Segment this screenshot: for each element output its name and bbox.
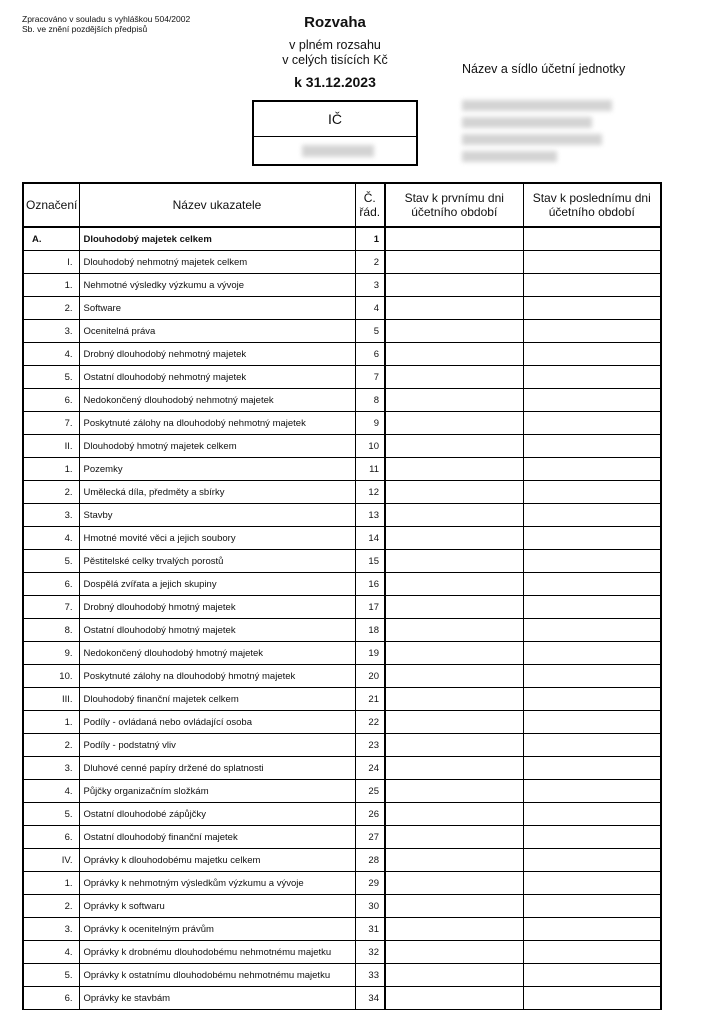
row-start-value bbox=[385, 573, 523, 596]
row-start-value bbox=[385, 895, 523, 918]
row-number: 6 bbox=[355, 343, 385, 366]
row-number: 1 bbox=[355, 227, 385, 251]
row-end-value bbox=[523, 320, 661, 343]
table-row bbox=[23, 596, 661, 619]
row-end-value bbox=[523, 941, 661, 964]
row-code: A. bbox=[23, 227, 79, 251]
row-code: 7. bbox=[23, 596, 79, 619]
row-number: 16 bbox=[355, 573, 385, 596]
row-code: 5. bbox=[23, 366, 79, 389]
row-code: 5. bbox=[23, 964, 79, 987]
row-name: Půjčky organizačním složkám bbox=[79, 780, 355, 803]
row-name: Oprávky k ostatnímu dlouhodobému nehmotnému majetku bbox=[79, 964, 355, 987]
table-row bbox=[23, 227, 661, 251]
row-start-value bbox=[385, 849, 523, 872]
row-number: 28 bbox=[355, 849, 385, 872]
row-end-value bbox=[523, 826, 661, 849]
balance-table bbox=[22, 182, 662, 1010]
row-end-value bbox=[523, 665, 661, 688]
row-code: 2. bbox=[23, 481, 79, 504]
row-end-value bbox=[523, 711, 661, 734]
row-end-value bbox=[523, 688, 661, 711]
table-row bbox=[23, 274, 661, 297]
table-row bbox=[23, 320, 661, 343]
row-code: 3. bbox=[23, 504, 79, 527]
row-number: 29 bbox=[355, 872, 385, 895]
row-code: 3. bbox=[23, 320, 79, 343]
row-start-value bbox=[385, 688, 523, 711]
table-row bbox=[23, 803, 661, 826]
row-end-value bbox=[523, 366, 661, 389]
row-end-value bbox=[523, 343, 661, 366]
table-row bbox=[23, 435, 661, 458]
row-name: Ostatní dlouhodobé zápůjčky bbox=[79, 803, 355, 826]
row-end-value bbox=[523, 642, 661, 665]
row-start-value bbox=[385, 757, 523, 780]
row-start-value bbox=[385, 389, 523, 412]
row-start-value bbox=[385, 343, 523, 366]
row-start-value bbox=[385, 297, 523, 320]
row-start-value bbox=[385, 642, 523, 665]
row-end-value bbox=[523, 734, 661, 757]
row-end-value bbox=[523, 573, 661, 596]
row-name: Dlouhodobý nehmotný majetek celkem bbox=[79, 251, 355, 274]
row-start-value bbox=[385, 251, 523, 274]
row-code: 4. bbox=[23, 527, 79, 550]
row-name: Nehmotné výsledky výzkumu a vývoje bbox=[79, 274, 355, 297]
row-end-value bbox=[523, 803, 661, 826]
row-number: 2 bbox=[355, 251, 385, 274]
table-row bbox=[23, 918, 661, 941]
row-name: Dlouhodobý finanční majetek celkem bbox=[79, 688, 355, 711]
row-code: 4. bbox=[23, 941, 79, 964]
row-name: Pozemky bbox=[79, 458, 355, 481]
row-end-value bbox=[523, 435, 661, 458]
row-number: 4 bbox=[355, 297, 385, 320]
row-start-value bbox=[385, 734, 523, 757]
row-end-value bbox=[523, 780, 661, 803]
row-name: Stavby bbox=[79, 504, 355, 527]
row-code: 7. bbox=[23, 412, 79, 435]
row-start-value bbox=[385, 780, 523, 803]
row-code: 8. bbox=[23, 619, 79, 642]
row-code: 1. bbox=[23, 458, 79, 481]
row-number: 23 bbox=[355, 734, 385, 757]
row-number: 21 bbox=[355, 688, 385, 711]
row-start-value bbox=[385, 964, 523, 987]
row-number: 26 bbox=[355, 803, 385, 826]
header-start-period: Stav k prvnímu dni účetního období bbox=[385, 183, 523, 227]
row-name: Dlouhodobý majetek celkem bbox=[79, 227, 355, 251]
header-code: Označení bbox=[23, 183, 79, 227]
table-row bbox=[23, 458, 661, 481]
row-number: 3 bbox=[355, 274, 385, 297]
row-code: 6. bbox=[23, 573, 79, 596]
row-name: Drobný dlouhodobý nehmotný majetek bbox=[79, 343, 355, 366]
row-number: 5 bbox=[355, 320, 385, 343]
row-code: IV. bbox=[23, 849, 79, 872]
row-name: Oprávky ke stavbám bbox=[79, 987, 355, 1010]
table-row bbox=[23, 481, 661, 504]
ic-label: IČ bbox=[254, 102, 416, 137]
ic-value-redacted bbox=[302, 145, 374, 157]
row-number: 9 bbox=[355, 412, 385, 435]
table-row bbox=[23, 573, 661, 596]
row-code: 2. bbox=[23, 297, 79, 320]
row-number: 14 bbox=[355, 527, 385, 550]
table-row bbox=[23, 964, 661, 987]
row-number: 12 bbox=[355, 481, 385, 504]
row-end-value bbox=[523, 504, 661, 527]
row-code: III. bbox=[23, 688, 79, 711]
document-date: k 31.12.2023 bbox=[294, 74, 376, 90]
row-number: 11 bbox=[355, 458, 385, 481]
table-row bbox=[23, 412, 661, 435]
row-number: 34 bbox=[355, 987, 385, 1010]
row-name: Oprávky k drobnému dlouhodobému nehmotnému majetku bbox=[79, 941, 355, 964]
document-subtitle-scope: v plném rozsahu bbox=[289, 38, 381, 52]
table-row bbox=[23, 849, 661, 872]
table-row bbox=[23, 389, 661, 412]
row-start-value bbox=[385, 227, 523, 251]
table-row bbox=[23, 251, 661, 274]
row-end-value bbox=[523, 987, 661, 1010]
table-row bbox=[23, 895, 661, 918]
row-number: 24 bbox=[355, 757, 385, 780]
row-end-value bbox=[523, 527, 661, 550]
table-row bbox=[23, 550, 661, 573]
row-start-value bbox=[385, 872, 523, 895]
row-code: 10. bbox=[23, 665, 79, 688]
row-end-value bbox=[523, 964, 661, 987]
row-end-value bbox=[523, 458, 661, 481]
header-row-number: Č. řád. bbox=[355, 183, 385, 227]
table-row bbox=[23, 941, 661, 964]
row-start-value bbox=[385, 366, 523, 389]
row-name: Oprávky k dlouhodobému majetku celkem bbox=[79, 849, 355, 872]
table-row bbox=[23, 527, 661, 550]
row-name: Ostatní dlouhodobý nehmotný majetek bbox=[79, 366, 355, 389]
row-number: 25 bbox=[355, 780, 385, 803]
row-code: 4. bbox=[23, 780, 79, 803]
row-number: 27 bbox=[355, 826, 385, 849]
row-name: Dospělá zvířata a jejich skupiny bbox=[79, 573, 355, 596]
row-end-value bbox=[523, 412, 661, 435]
row-code: II. bbox=[23, 435, 79, 458]
row-start-value bbox=[385, 619, 523, 642]
row-start-value bbox=[385, 596, 523, 619]
row-name: Oprávky k nehmotným výsledkům výzkumu a vývoje bbox=[79, 872, 355, 895]
row-code: 6. bbox=[23, 826, 79, 849]
row-name: Hmotné movité věci a jejich soubory bbox=[79, 527, 355, 550]
row-code: 3. bbox=[23, 757, 79, 780]
header-end-period: Stav k poslednímu dni účetního období bbox=[523, 183, 661, 227]
header-name: Název ukazatele bbox=[79, 183, 355, 227]
entity-label: Název a sídlo účetní jednotky bbox=[462, 62, 626, 76]
table-header-row bbox=[23, 183, 661, 227]
row-end-value bbox=[523, 274, 661, 297]
row-number: 32 bbox=[355, 941, 385, 964]
row-name: Umělecká díla, předměty a sbírky bbox=[79, 481, 355, 504]
row-code: 5. bbox=[23, 550, 79, 573]
row-number: 15 bbox=[355, 550, 385, 573]
row-code: 2. bbox=[23, 734, 79, 757]
row-code: 4. bbox=[23, 343, 79, 366]
row-name: Nedokončený dlouhodobý hmotný majetek bbox=[79, 642, 355, 665]
row-number: 10 bbox=[355, 435, 385, 458]
row-name: Ostatní dlouhodobý hmotný majetek bbox=[79, 619, 355, 642]
row-code: 6. bbox=[23, 987, 79, 1010]
table-row bbox=[23, 665, 661, 688]
table-row bbox=[23, 688, 661, 711]
row-end-value bbox=[523, 872, 661, 895]
row-number: 30 bbox=[355, 895, 385, 918]
table-row bbox=[23, 987, 661, 1010]
row-name: Podíly - ovládaná nebo ovládající osoba bbox=[79, 711, 355, 734]
row-end-value bbox=[523, 895, 661, 918]
row-end-value bbox=[523, 550, 661, 573]
table-row bbox=[23, 297, 661, 320]
row-code: 1. bbox=[23, 711, 79, 734]
table-row bbox=[23, 711, 661, 734]
row-end-value bbox=[523, 918, 661, 941]
row-end-value bbox=[523, 251, 661, 274]
row-start-value bbox=[385, 550, 523, 573]
row-end-value bbox=[523, 596, 661, 619]
row-code: I. bbox=[23, 251, 79, 274]
row-end-value bbox=[523, 227, 661, 251]
row-start-value bbox=[385, 803, 523, 826]
row-name: Poskytnuté zálohy na dlouhodobý nehmotný majetek bbox=[79, 412, 355, 435]
table-row bbox=[23, 872, 661, 895]
row-name: Poskytnuté zálohy na dlouhodobý hmotný majetek bbox=[79, 665, 355, 688]
row-number: 13 bbox=[355, 504, 385, 527]
table-row bbox=[23, 757, 661, 780]
table-row bbox=[23, 826, 661, 849]
row-code: 9. bbox=[23, 642, 79, 665]
row-end-value bbox=[523, 389, 661, 412]
row-code: 3. bbox=[23, 918, 79, 941]
row-code: 6. bbox=[23, 389, 79, 412]
document-subtitle-units: v celých tisících Kč bbox=[282, 53, 388, 67]
row-name: Nedokončený dlouhodobý nehmotný majetek bbox=[79, 389, 355, 412]
row-name: Oprávky k ocenitelným právům bbox=[79, 918, 355, 941]
table-row bbox=[23, 366, 661, 389]
row-start-value bbox=[385, 481, 523, 504]
ic-box bbox=[252, 100, 418, 166]
table-row bbox=[23, 504, 661, 527]
row-start-value bbox=[385, 987, 523, 1010]
row-name: Pěstitelské celky trvalých porostů bbox=[79, 550, 355, 573]
row-code: 1. bbox=[23, 274, 79, 297]
row-number: 31 bbox=[355, 918, 385, 941]
row-start-value bbox=[385, 320, 523, 343]
row-start-value bbox=[385, 412, 523, 435]
row-end-value bbox=[523, 849, 661, 872]
row-name: Dlouhodobý hmotný majetek celkem bbox=[79, 435, 355, 458]
row-number: 8 bbox=[355, 389, 385, 412]
row-number: 17 bbox=[355, 596, 385, 619]
table-row bbox=[23, 619, 661, 642]
row-number: 22 bbox=[355, 711, 385, 734]
row-name: Podíly - podstatný vliv bbox=[79, 734, 355, 757]
row-name: Ostatní dlouhodobý finanční majetek bbox=[79, 826, 355, 849]
table-row bbox=[23, 642, 661, 665]
row-number: 18 bbox=[355, 619, 385, 642]
row-start-value bbox=[385, 504, 523, 527]
legal-note: Zpracováno v souladu s vyhláškou 504/2002 Sb. ve znění pozdějších předpisů bbox=[22, 14, 191, 34]
table-row bbox=[23, 734, 661, 757]
row-end-value bbox=[523, 297, 661, 320]
row-number: 7 bbox=[355, 366, 385, 389]
row-start-value bbox=[385, 458, 523, 481]
row-start-value bbox=[385, 826, 523, 849]
row-start-value bbox=[385, 941, 523, 964]
row-end-value bbox=[523, 757, 661, 780]
table-row bbox=[23, 780, 661, 803]
row-end-value bbox=[523, 481, 661, 504]
row-start-value bbox=[385, 527, 523, 550]
row-name: Ocenitelná práva bbox=[79, 320, 355, 343]
row-code: 5. bbox=[23, 803, 79, 826]
row-start-value bbox=[385, 274, 523, 297]
row-start-value bbox=[385, 435, 523, 458]
row-code: 1. bbox=[23, 872, 79, 895]
row-number: 33 bbox=[355, 964, 385, 987]
row-name: Dluhové cenné papíry držené do splatnosti bbox=[79, 757, 355, 780]
row-start-value bbox=[385, 665, 523, 688]
row-name: Oprávky k softwaru bbox=[79, 895, 355, 918]
row-start-value bbox=[385, 711, 523, 734]
row-code: 2. bbox=[23, 895, 79, 918]
document-title: Rozvaha bbox=[304, 14, 366, 31]
row-end-value bbox=[523, 619, 661, 642]
row-start-value bbox=[385, 918, 523, 941]
row-name: Software bbox=[79, 297, 355, 320]
row-number: 19 bbox=[355, 642, 385, 665]
row-name: Drobný dlouhodobý hmotný majetek bbox=[79, 596, 355, 619]
row-number: 20 bbox=[355, 665, 385, 688]
table-row bbox=[23, 343, 661, 366]
